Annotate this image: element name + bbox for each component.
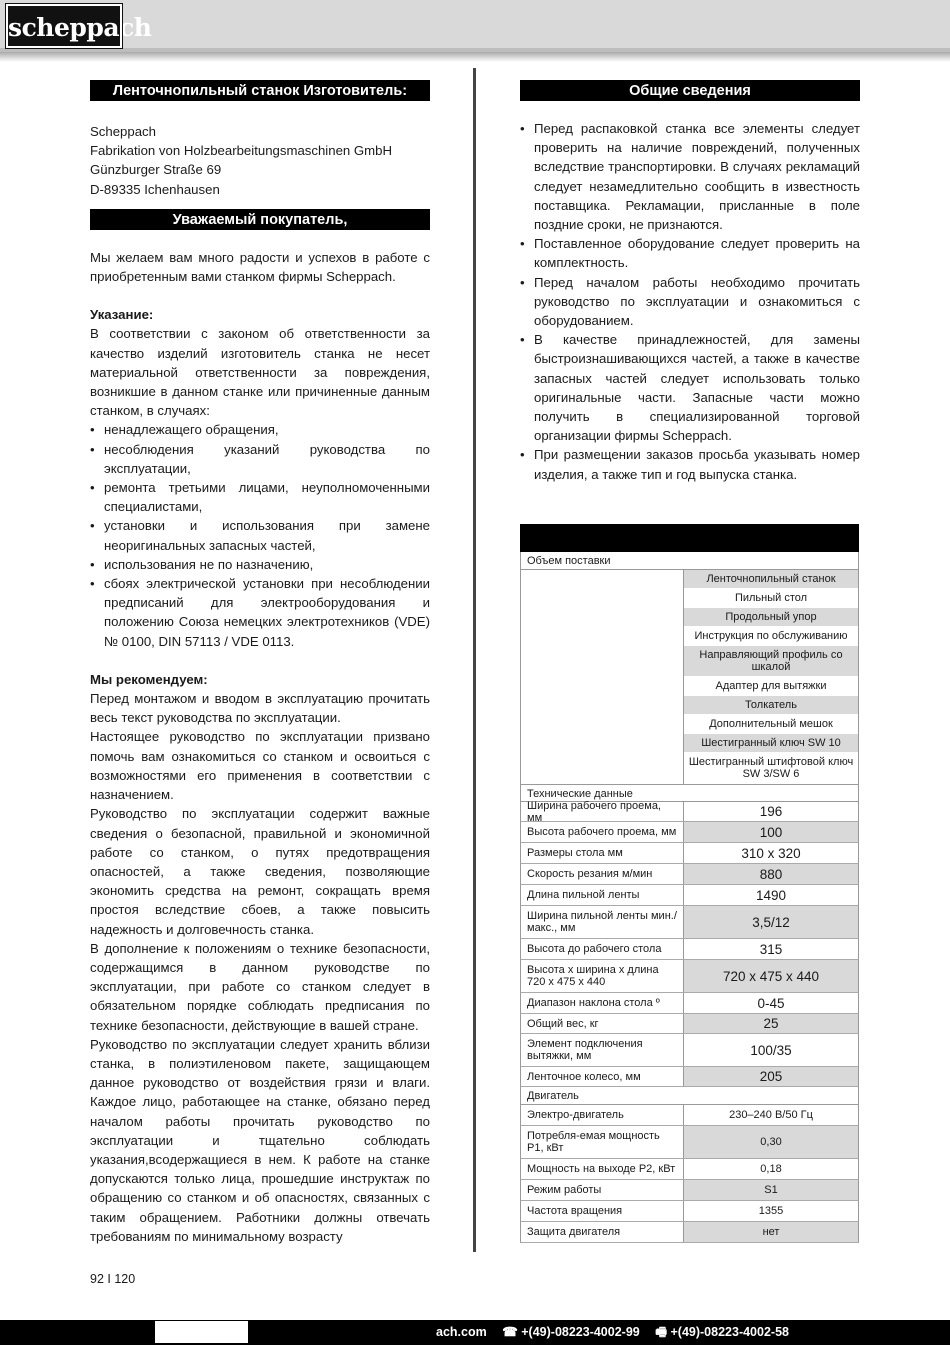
table-row [520,1105,859,1126]
footer-fax: 🖷 +(49)-08223-4002-58 [655,1325,789,1339]
scope-list [684,570,858,784]
table-row [520,843,859,864]
row-value: 205 [684,1067,858,1086]
scope-item: Адаптер для вытяжки [684,677,858,696]
table-row [520,822,859,843]
customer-heading: Уважаемый покупатель, [90,209,430,230]
row-value: 196 [759,804,783,819]
row-label: Элемент подключения вытяжки, мм [521,1034,684,1066]
row-value: 230–240 В/50 Гц [729,1109,813,1121]
address-line: Fabrikation von Holzbearbeitungsmaschinen GmbH [90,143,392,159]
note-heading: Указание: [90,307,154,323]
page-number: 92 I 120 [90,1272,136,1286]
list-item: • сбоях электрической установки при несоблюдении предписаний для электрооборудования и положению Союза немецких электротехников (VDE) № 0100, DIN 57113 / VDE 0113. [90,574,430,651]
table-row [520,864,859,885]
row-label: Размеры стола мм [521,843,684,863]
row-value: 100 [684,822,858,842]
scope-section-label: Объем поставки [520,552,859,570]
table-row [520,906,859,939]
list-item: • использования не по назначению, [90,555,430,574]
row-value: 0-45 [757,995,785,1011]
row-value: нет [684,1222,858,1242]
footer-white-block [155,1321,248,1343]
tech-section-label: Технические данные [520,784,859,802]
list-item: • Перед началом работы необходимо прочитать руководство по эксплуатации и ознакомиться с оборудованием. [520,273,860,331]
scope-item: Пильный стол [684,589,858,608]
table-row [520,799,859,824]
footer-contact [436,1320,789,1345]
manufacturer-heading: Ленточнопильный станок Изготовитель: [90,80,430,101]
general-list [520,119,860,484]
list-item: • При размещении заказов просьба указывать номер изделия, а также тип и год выпуска станка. [520,445,860,483]
scope-item: Ленточнопильный станок [684,570,858,589]
scheppach-logo: scheppach [6,4,122,48]
row-value: 720 x 475 x 440 [684,960,858,992]
scope-item: Шестигранный штифтовой ключ SW 3/SW 6 [684,753,858,784]
table-header-bar [520,524,859,552]
row-label: Высота до рабочего стола [521,939,684,959]
note-text: В соответствии с законом об ответственности за качество изделий изготовитель станка не несет материальной ответственности за повреждения, возникшие в данном станке или причиненные данным станком, в случаях: [90,326,430,419]
table-row [520,960,859,993]
table-row [520,1159,859,1180]
table-row [520,939,859,960]
scope-item: Толкатель [684,696,858,715]
row-value: 100/35 [750,1042,792,1058]
table-row [520,1034,859,1067]
address-line: D-89335 Ichenhausen [90,181,220,197]
row-value: S1 [684,1180,858,1200]
row-value: 3,5/12 [684,906,858,938]
list-item: • установки и использования при замене неоригинальных запасных частей, [90,516,430,554]
row-value: 1490 [755,887,787,903]
row-label: Режим работы [521,1180,684,1200]
row-label: Ширина рабочего проема, мм [521,802,684,821]
row-value: 880 [684,864,858,884]
address-line: Scheppach [90,124,156,139]
row-label: Ленточное колесо, мм [521,1067,684,1086]
row-value: 310 x 320 [741,845,801,861]
row-value: 0,30 [684,1126,858,1158]
row-value: 315 [759,941,783,957]
specification-table [520,524,859,1243]
table-row [520,1014,859,1034]
right-column [520,80,860,484]
address-line: Günzburger Straße 69 [90,162,222,178]
recommend-paragraph: Перед монтажом и вводом в эксплуатацию прочитать весь текст руководства по эксплуатации. [90,691,430,726]
row-value: 1355 [758,1205,784,1217]
row-label: Высота рабочего проема, мм [521,822,684,842]
row-label: Частота вращения [521,1201,684,1221]
scope-item: Продольный упор [684,608,858,627]
footer-website: ach.com [436,1325,487,1339]
table-row [520,885,859,906]
row-label: Длина пильной ленты [521,885,684,905]
motor-section-label: Двигатель [520,1087,859,1105]
row-label: Диапазон наклона стола º [521,993,684,1013]
column-divider [473,68,476,1252]
table-row [520,1222,859,1243]
list-item: • В качестве принадлежностей, для замены быстроизнашивающихся частей, а также в качестве запасных частей следует использовать только оригинальные части. Запасные части можно получить в специализированной торговой организации фирмы Scheppach. [520,330,860,445]
row-label: Общий вес, кг [521,1014,684,1033]
header-shadow [0,52,950,62]
recommend-paragraph: Настоящее руководство по эксплуатации призвано помочь вам ознакомиться со станком и освоиться с возможностями его применения в соответствии с назначением. [90,729,430,803]
scope-item: Шестигранный ключ SW 10 [684,734,858,753]
note-list [90,420,430,650]
table-row [520,1201,859,1222]
row-label: Высота x ширина x длина 720 x 475 x 440 [521,960,684,992]
row-label: Мощность на выходе P2, кВт [521,1159,684,1179]
table-row [520,993,859,1014]
page-header [0,0,950,52]
scope-block [520,570,859,784]
list-item: • ненадлежащего обращения, [90,420,430,439]
row-label: Ширина пильной ленты мин./макс., мм [521,906,684,938]
general-heading: Общие сведения [520,80,860,101]
row-label: Защита двигателя [521,1222,684,1242]
recommend-paragraph: Руководство по эксплуатации содержит важные сведения о безопасной, правильной и экономичной работе со станком, о путях предотвращения опасностей, а также сведения, позволяющие экономить средства на ремонт, сокращать время простоя вследствие сбоев, а также повысить надежность и долговечность станка. [90,806,430,937]
recommend-heading: Мы рекомендуем: [90,671,208,687]
row-value: 0,18 [760,1163,782,1175]
scope-item: Направляющий профиль со шкалой [684,646,858,677]
scope-item: Дополнительный мешок [684,715,858,734]
list-item: • Перед распаковкой станка все элементы следует проверить на наличие повреждений, полученных вследствие транспортировки. В случаях рекламаций следует незамедлительно сообщить в известность поставщика. Рекламации, присланные в поле поздние сроки, не признаются. [520,119,860,234]
row-label: Потребля-емая мощность P1, кВт [521,1126,684,1158]
table-row [520,1067,859,1087]
manufacturer-address [90,122,430,199]
recommend-paragraph: В дополнение к положениям о технике безопасности, содержащимся в данном руководстве по эксплуатации, при работе со станком следует в обязательном порядке соблюдать предписания по технике безопасности, действующие в вашей стране. [90,940,430,1033]
table-row [520,1180,859,1201]
list-item: • Поставленное оборудование следует проверить на комплектность. [520,234,860,272]
left-column [90,80,430,1246]
table-row [520,1126,859,1159]
row-label: Электро-двигатель [521,1105,684,1125]
recommend-paragraph: Руководство по эксплуатации следует хранить вблизи станка, в полиэтиленовом пакете, защищающем данное руководство от воздействия грязи и влаги. Каждое лицо, работающее на станке, обязано перед началом работы прочитать руководство по эксплуатации и тщательно соблюдать указания,всодержащиеся в нем. К работе на станке допускаются только лица, прошедшие инструктаж по обращению со станком и об опасностях, связанных с таким обращением. Работники должны отвечать требованиям по минимальному возрасту [90,1036,430,1244]
list-item: • ремонта третьими лицами, неуполномоченными специалистами, [90,478,430,516]
list-item: • несоблюдения указаний руководства по эксплуатации, [90,440,430,478]
row-value: 25 [684,1014,858,1033]
row-label: Скорость резания м/мин [521,864,684,884]
scope-item: Инструкция по обслуживанию [684,627,858,646]
footer-phone: ☎ +(49)-08223-4002-99 [502,1325,640,1339]
intro-text: Мы желаем вам много радости и успехов в работе с приобретенным вами станком фирмы Scheppach. [90,249,430,285]
